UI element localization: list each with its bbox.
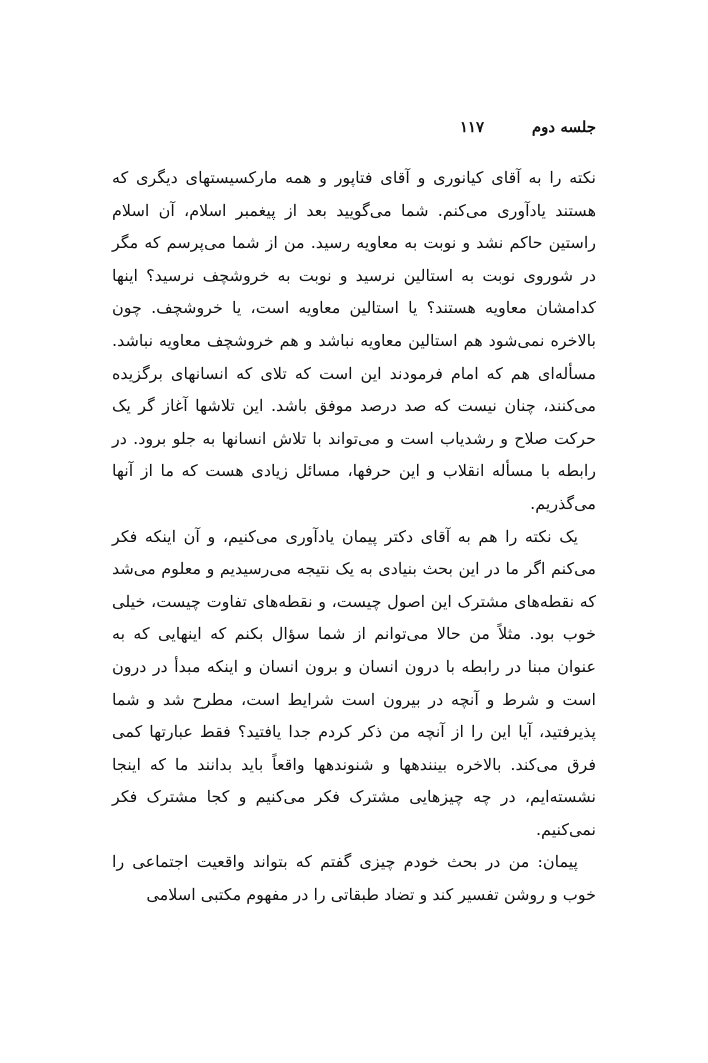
paragraph-2: یک نکته را هم به آقای دکتر پیمان یادآوری می‌کنیم، و آن اینکه فکر می‌کنم اگر ما در این بحث بنیادی به یک نتیجه می‌رسیدیم و معلوم می‌شد که نقطه‌های مشترک این اصول چیست، و نقطه‌های تفاوت چیست، خیلی خوب بود. مثلاً من حالا می‌توانم از شما سؤال بکنم که اینهایی که به عنوان مبنا در رابطه با درون انسان و برون انسان و اینکه مبدأ در درون است و شرط و آنچه در بیرون است شرایط است، مطرح شد و شما پذیرفتید، آیا این را از آنچه من ذکر کردم جدا یافتید؟ فقط عبارتها کمی فرق می‌کند. بالاخره بینندهها و شنوندهها واقعاً باید بدانند ما که اینجا نشسته‌ایم، در چه چیزهایی مشترک فکر می‌کنیم و کجا مشترک فکر نمی‌کنیم. xyxy=(112,526,596,839)
paragraph-3: پیمان: من در بحث خودم چیزی گفتم که بتواند واقعیت اجتماعی را خوب و روشن تفسیر کند و تضاد طبقاتی را در مفهوم مکتبی اسلامی xyxy=(112,852,596,905)
paragraph-1: نکته را به آقای کیانوری و آقای فتاپور و همه مارکسیستهای دیگری که هستند یادآوری می‌کنم. شما می‌گویید بعد از پیغمبر اسلام، آن اسلام راستین حاکم نشد و نوبت به معاویه رسید. من از شما می‌پرسم که مگر در شوروی نوبت به استالین نرسید و نوبت به خروشچف نرسید؟ اینها کدامشان معاویه هستند؟ یا استالین معاویه است، یا خروشچف. چون بالاخره نمی‌شود هم استالین معاویه نباشد و هم خروشچف معاویه نباشد. مسأله‌ای هم که امام فرمودند این است که تلای که انسانهای برگزیده می‌کنند، چنان نیست که صد درصد موفق باشد. این تلاشها آغاز گر یک حرکت صلاح و رشدیاب است و می‌تواند با تلاش انسانها به جلو برود. در رابطه با مسأله انقلاب و این حرفها، مسائل زیادی هست که ما از آنها می‌گذریم. xyxy=(112,168,596,513)
page-body xyxy=(112,162,596,912)
running-header xyxy=(112,118,596,146)
chapter-title: جلسه دوم xyxy=(531,118,596,136)
page-number: ۱۱۷ xyxy=(459,118,484,136)
